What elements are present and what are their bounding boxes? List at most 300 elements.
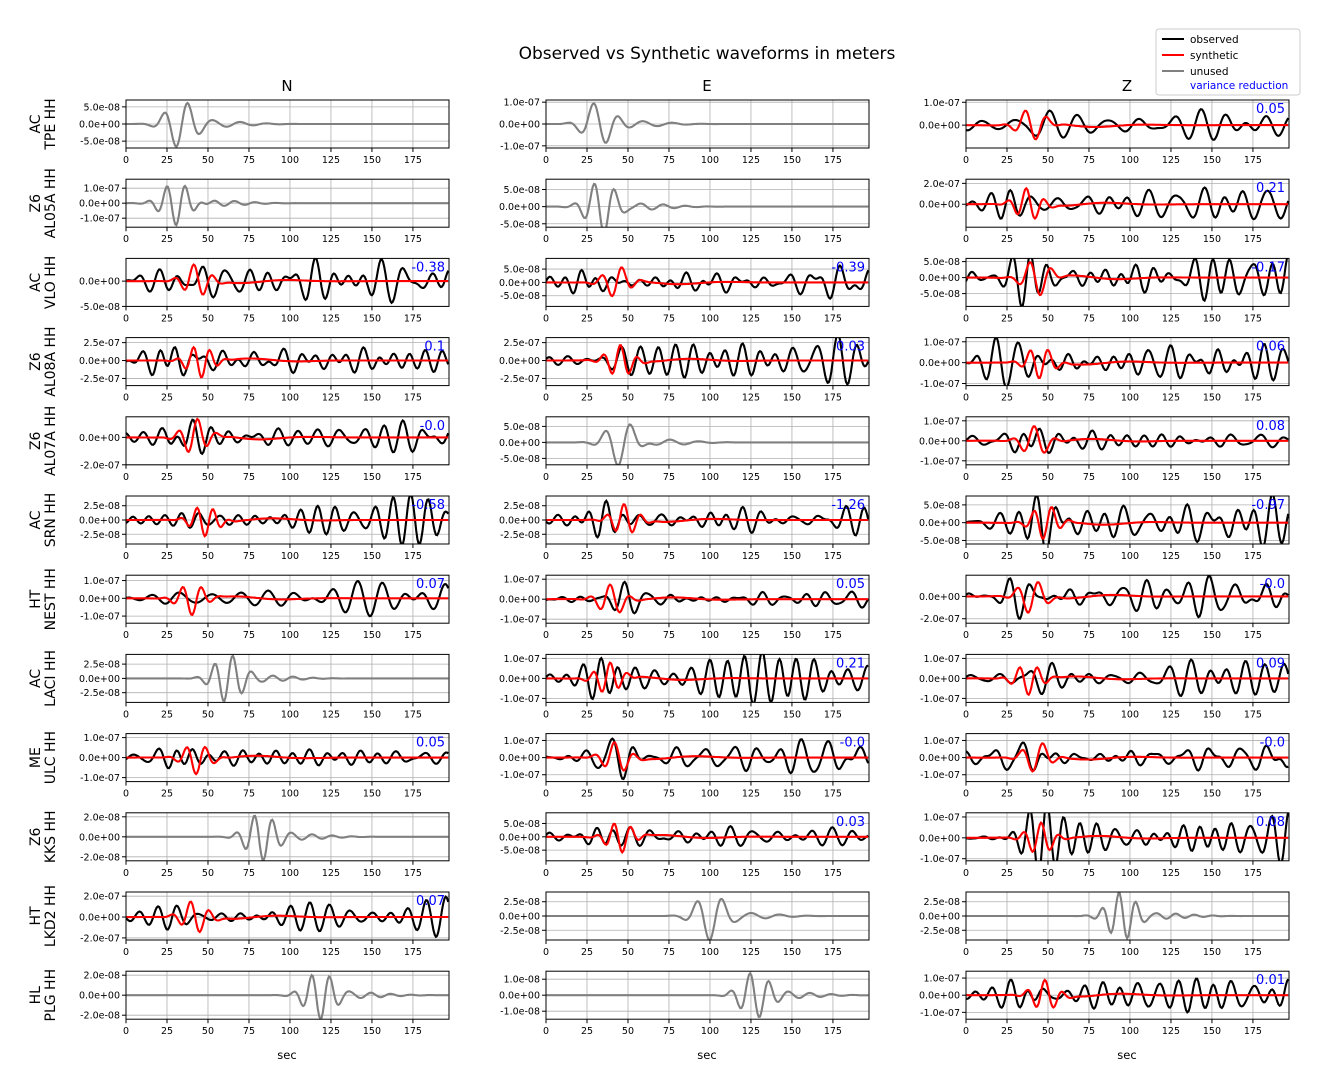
y-tick-label: 1.0e-07 [503, 97, 540, 109]
x-tick-label: 25 [1000, 1026, 1014, 1038]
x-tick-label: 125 [1161, 155, 1181, 166]
x-tick-label: 175 [823, 234, 842, 246]
x-tick-label: 0 [122, 551, 130, 562]
x-tick-label: 0 [542, 630, 550, 642]
y-tick-label: 0.0e+00 [78, 673, 120, 685]
panel-n [79, 575, 449, 641]
x-tick-label: 75 [1082, 234, 1096, 246]
station-row-tpe-hh [28, 98, 1289, 166]
x-tick-label: 100 [1120, 630, 1140, 642]
y-tick-label: 0.0e+00 [918, 199, 960, 211]
variance-reduction-value: 0.06 [1256, 339, 1285, 355]
traces [126, 186, 448, 225]
station-label [28, 256, 59, 309]
y-tick-label: -2.0e-08 [80, 852, 120, 864]
x-tick-label: 50 [1041, 947, 1055, 958]
x-tick-label: 150 [362, 234, 382, 246]
y-tick-label: 5.0e-08 [503, 184, 540, 196]
x-tick-label: 25 [1000, 155, 1014, 166]
x-tick-label: 0 [542, 709, 550, 721]
x-tick-label: 100 [700, 709, 720, 721]
y-tick-label: -2.5e-08 [80, 529, 120, 541]
y-tick-label: 0.0e+00 [78, 198, 120, 210]
panel-e [499, 258, 869, 324]
x-tick-label: 150 [1202, 788, 1222, 800]
x-tick-label: 0 [122, 392, 130, 404]
y-tick-label: 0.0e+00 [498, 356, 540, 368]
x-tick-label: 50 [621, 1026, 635, 1038]
x-tick-label: 25 [580, 788, 594, 800]
x-tick-label: 150 [782, 313, 802, 325]
y-tick-label: 0.0e+00 [918, 833, 960, 845]
station-code-label: AL08A HH [43, 326, 59, 397]
variance-reduction-value: 0.1 [424, 339, 445, 355]
y-tick-label: 0.0e+00 [498, 277, 540, 289]
x-tick-label: 0 [962, 234, 970, 246]
variance-reduction-value: 0.08 [1256, 418, 1285, 434]
x-tick-label: 150 [782, 551, 802, 562]
panel-e [499, 651, 869, 720]
x-tick-label: 50 [621, 788, 635, 800]
x-tick-label: 75 [662, 788, 676, 800]
y-tick-label: 0.0e+00 [918, 911, 960, 923]
x-tick-label: 25 [580, 867, 594, 879]
y-tick-label: -2.0e-08 [80, 1010, 120, 1022]
station-label [28, 885, 59, 947]
x-tick-label: 0 [962, 867, 970, 879]
x-tick-label: 75 [662, 234, 676, 246]
station-label [28, 168, 59, 238]
x-tick-label: 175 [823, 155, 842, 166]
unused-trace [126, 975, 448, 1019]
x-tick-label: 125 [1161, 234, 1181, 246]
panel-e [499, 417, 869, 483]
station-code-label: PLG HH [43, 968, 59, 1022]
x-tick-label: 50 [621, 313, 635, 325]
x-tick-label: 125 [741, 630, 761, 642]
x-tick-label: 150 [782, 155, 802, 166]
station-network-label: AC [28, 668, 44, 688]
x-tick-label: 100 [280, 392, 300, 404]
station-label [28, 969, 59, 1022]
x-tick-label: 25 [580, 1026, 594, 1038]
x-tick-label: 50 [201, 155, 215, 166]
y-tick-label: -1.0e-07 [920, 693, 960, 705]
x-tick-label: 125 [321, 630, 341, 642]
traces [546, 425, 868, 466]
station-network-label: Z6 [28, 352, 44, 371]
x-tick-label: 100 [700, 551, 720, 562]
x-tick-label: 100 [1120, 313, 1140, 325]
y-tick-label: 0.0e+00 [918, 753, 960, 765]
panel-n [79, 654, 449, 720]
x-tick-label: 75 [1082, 392, 1096, 404]
x-tick-label: 25 [580, 947, 594, 958]
y-tick-label: 0.0e+00 [498, 594, 540, 606]
y-tick-label: -5.0e-08 [920, 535, 960, 547]
variance-reduction-value: 0.08 [1256, 814, 1285, 830]
x-tick-label: 125 [741, 471, 761, 483]
x-tick-label: 75 [242, 1026, 256, 1038]
x-tick-label: 0 [122, 313, 130, 325]
y-tick-label: 1.0e-08 [503, 974, 540, 986]
y-tick-label: 0.0e+00 [78, 432, 120, 444]
x-tick-label: 75 [242, 788, 256, 800]
x-tick-label: 150 [782, 1026, 802, 1038]
x-tick-label: 100 [700, 788, 720, 800]
y-tick-label: -2.5e-07 [80, 373, 120, 385]
x-tick-label: 0 [962, 788, 970, 800]
y-tick-label: -1.0e-07 [500, 693, 540, 705]
x-tick-label: 50 [1041, 155, 1055, 166]
y-tick-label: 0.0e+00 [918, 591, 960, 603]
x-tick-label: 50 [201, 313, 215, 325]
traces [126, 975, 448, 1019]
x-tick-label: 100 [1120, 867, 1140, 879]
y-tick-label: 2.5e-08 [83, 501, 120, 513]
y-tick-label: 0.0e+00 [498, 673, 540, 685]
x-tick-label: 125 [321, 155, 341, 166]
variance-reduction-value: -0.0 [419, 418, 445, 434]
x-tick-label: 25 [1000, 709, 1014, 721]
variance-reduction-value: -0.39 [831, 260, 865, 276]
x-tick-label: 50 [621, 155, 635, 166]
x-tick-label: 150 [362, 630, 382, 642]
y-tick-label: 1.0e-07 [923, 97, 960, 109]
x-tick-label: 175 [403, 867, 422, 879]
x-tick-label: 50 [1041, 392, 1055, 404]
x-tick-label: 25 [580, 313, 594, 325]
x-tick-label: 75 [662, 392, 676, 404]
x-tick-label: 150 [1202, 709, 1222, 721]
x-tick-label: 75 [662, 1026, 676, 1038]
x-tick-label: 50 [201, 947, 215, 958]
traces [966, 109, 1288, 140]
x-tick-label: 75 [242, 234, 256, 246]
x-tick-label: 175 [1243, 234, 1262, 246]
x-tick-label: 175 [823, 630, 842, 642]
traces [126, 816, 448, 860]
x-tick-label: 175 [403, 947, 422, 958]
x-tick-label: 150 [362, 392, 382, 404]
y-tick-label: 1.0e-07 [923, 653, 960, 665]
x-tick-label: 25 [160, 630, 174, 642]
x-tick-label: 125 [741, 234, 761, 246]
station-code-label: TPE HH [43, 98, 59, 150]
x-tick-label: 25 [1000, 471, 1014, 483]
station-code-label: SRN HH [43, 492, 59, 548]
y-tick-label: -5.0e-08 [80, 301, 120, 313]
x-tick-label: 150 [1202, 947, 1222, 958]
x-tick-label: 125 [1161, 313, 1181, 325]
x-tick-label: 25 [1000, 788, 1014, 800]
x-tick-label: 50 [621, 947, 635, 958]
x-tick-label: 150 [1202, 392, 1222, 404]
x-tick-label: 50 [621, 867, 635, 879]
x-tick-label: 25 [1000, 551, 1014, 562]
y-tick-label: -5.0e-08 [500, 291, 540, 303]
x-tick-label: 100 [1120, 234, 1140, 246]
traces [126, 656, 448, 701]
variance-reduction-value: 0.05 [836, 577, 865, 593]
x-tick-label: 25 [1000, 867, 1014, 879]
variance-reduction-value: 0.05 [1256, 102, 1285, 117]
x-tick-label: 175 [823, 392, 842, 404]
x-tick-label: 100 [1120, 947, 1140, 958]
traces [126, 103, 448, 147]
panel-z [919, 734, 1289, 800]
x-tick-label: 100 [1120, 471, 1140, 483]
station-code-label: NEST HH [43, 568, 59, 631]
x-tick-label: 50 [621, 551, 635, 562]
legend-label-synthetic: synthetic [1190, 50, 1239, 62]
legend-label-unused: unused [1190, 66, 1229, 78]
x-tick-label: 0 [962, 1026, 970, 1038]
x-tick-label: 75 [242, 392, 256, 404]
station-code-label: LKD2 HH [43, 884, 59, 948]
y-tick-label: 0.0e+00 [918, 518, 960, 530]
x-tick-label: 25 [580, 551, 594, 562]
traces [126, 258, 448, 303]
panel-n [79, 494, 449, 562]
y-tick-label: -1.0e-07 [920, 1007, 960, 1019]
column-title-e: E [702, 77, 712, 95]
x-tick-label: 75 [1082, 1026, 1096, 1038]
x-tick-label: 100 [280, 709, 300, 721]
x-tick-label: 125 [321, 788, 341, 800]
x-tick-label: 0 [122, 788, 130, 800]
x-tick-label: 125 [321, 234, 341, 246]
x-tick-label: 100 [1120, 551, 1140, 562]
x-tick-label: 50 [201, 551, 215, 562]
x-tick-label: 25 [160, 709, 174, 721]
x-tick-label: 125 [321, 313, 341, 325]
x-tick-label: 50 [1041, 234, 1055, 246]
x-tick-label: 75 [662, 313, 676, 325]
y-tick-label: -2.5e-08 [500, 529, 540, 541]
station-row-kks-hh [28, 802, 1289, 879]
x-tick-label: 150 [1202, 471, 1222, 483]
x-tick-label: 25 [1000, 234, 1014, 246]
y-tick-label: 0.0e+00 [498, 990, 540, 1002]
panel-e [499, 892, 869, 958]
x-tick-label: 0 [122, 471, 130, 483]
x-tick-label: 125 [1161, 788, 1181, 800]
x-tick-label: 75 [1082, 709, 1096, 721]
x-tick-label: 125 [1161, 471, 1181, 483]
station-code-label: KKS HH [43, 810, 59, 864]
x-tick-label: 75 [242, 947, 256, 958]
x-tick-label: 75 [1082, 551, 1096, 562]
x-tick-label: 100 [280, 471, 300, 483]
panel-e [499, 98, 869, 166]
x-tick-label: 125 [741, 1026, 761, 1038]
x-axis-label-z: sec [1117, 1048, 1137, 1062]
station-label [28, 650, 59, 707]
x-tick-label: 100 [1120, 1026, 1140, 1038]
x-tick-label: 150 [362, 867, 382, 879]
x-tick-label: 50 [621, 630, 635, 642]
x-tick-label: 100 [1120, 709, 1140, 721]
x-tick-label: 50 [201, 234, 215, 246]
x-tick-label: 175 [823, 1026, 842, 1038]
y-tick-label: 5.0e-08 [923, 500, 960, 512]
station-network-label: HT [28, 906, 44, 926]
station-label [28, 406, 59, 476]
traces [126, 747, 448, 774]
y-tick-label: -2.0e-07 [80, 460, 120, 472]
x-tick-label: 150 [1202, 630, 1222, 642]
y-tick-label: 2.5e-08 [503, 897, 540, 909]
panel-frame [966, 100, 1289, 148]
x-tick-label: 100 [280, 867, 300, 879]
y-tick-label: -1.0e-07 [920, 770, 960, 782]
x-tick-label: 100 [280, 313, 300, 325]
variance-reduction-value: 0.01 [1256, 973, 1285, 989]
x-tick-label: 25 [1000, 313, 1014, 325]
y-tick-label: 0.0e+00 [78, 832, 120, 844]
x-tick-label: 0 [122, 155, 130, 166]
variance-reduction-value: 0.03 [836, 339, 865, 355]
x-tick-label: 75 [662, 551, 676, 562]
x-tick-label: 125 [1161, 630, 1181, 642]
y-tick-label: 2.0e-08 [83, 812, 120, 824]
station-label [28, 98, 59, 150]
x-tick-label: 75 [242, 313, 256, 325]
x-tick-label: 0 [962, 392, 970, 404]
y-tick-label: -2.5e-08 [500, 925, 540, 937]
x-tick-label: 150 [1202, 1026, 1222, 1038]
x-tick-label: 125 [321, 471, 341, 483]
y-tick-label: 0.0e+00 [498, 832, 540, 844]
x-tick-label: 0 [122, 867, 130, 879]
x-tick-label: 0 [542, 234, 550, 246]
variance-reduction-value: 0.21 [1256, 181, 1285, 197]
x-tick-label: 125 [741, 788, 761, 800]
x-tick-label: 125 [741, 709, 761, 721]
x-tick-label: 75 [662, 709, 676, 721]
panel-z [919, 802, 1289, 879]
traces [126, 494, 448, 545]
y-tick-label: 0.0e+00 [918, 358, 960, 370]
x-tick-label: 25 [160, 392, 174, 404]
variance-reduction-value: 0.05 [416, 735, 445, 751]
y-tick-label: 1.0e-07 [503, 574, 540, 586]
station-row-laci-hh [28, 650, 1289, 720]
y-tick-label: 5.0e-08 [923, 257, 960, 269]
y-tick-label: 1.0e-07 [83, 576, 120, 588]
x-tick-label: 175 [823, 709, 842, 721]
x-tick-label: 50 [621, 471, 635, 483]
x-tick-label: 0 [122, 709, 130, 721]
unused-trace [126, 816, 448, 860]
x-tick-label: 100 [700, 1026, 720, 1038]
x-tick-label: 100 [700, 313, 720, 325]
x-tick-label: 25 [580, 709, 594, 721]
station-network-label: Z6 [28, 827, 44, 847]
x-tick-label: 50 [1041, 313, 1055, 325]
panel-z [919, 892, 1289, 958]
y-tick-label: 0.0e+00 [78, 119, 120, 131]
station-network-label: AC [28, 510, 44, 530]
panel-z [919, 654, 1289, 721]
x-tick-label: 0 [542, 1026, 550, 1038]
x-tick-label: 50 [621, 234, 635, 246]
y-tick-label: 0.0e+00 [498, 515, 540, 527]
y-tick-label: 0.0e+00 [498, 202, 540, 214]
y-tick-label: -2.5e-08 [920, 925, 960, 937]
y-tick-label: 1.0e-07 [923, 973, 960, 985]
y-tick-label: -2.5e-08 [80, 688, 120, 700]
panel-n [79, 338, 449, 404]
traces [546, 103, 868, 142]
y-tick-label: -1.0e-07 [500, 770, 540, 782]
station-code-label: AL05A HH [43, 168, 59, 239]
x-tick-label: 175 [823, 788, 842, 800]
x-tick-label: 125 [741, 392, 761, 404]
x-tick-label: 100 [700, 155, 720, 166]
y-tick-label: 0.0e+00 [918, 273, 960, 285]
variance-reduction-value: -0.0 [839, 735, 865, 751]
x-tick-label: 125 [1161, 867, 1181, 879]
x-tick-label: 75 [1082, 313, 1096, 325]
y-tick-label: -1.0e-07 [920, 379, 960, 391]
panel-n [79, 812, 449, 879]
variance-reduction-value: -0.0 [1259, 577, 1285, 593]
y-tick-label: 0.0e+00 [918, 120, 960, 132]
x-tick-label: 150 [1202, 234, 1222, 246]
synthetic-trace [546, 585, 868, 613]
y-tick-label: 0.0e+00 [918, 436, 960, 448]
x-tick-label: 100 [700, 947, 720, 958]
panel-n [79, 971, 449, 1037]
y-tick-label: -2.0e-07 [80, 933, 120, 945]
traces [966, 743, 1288, 772]
x-tick-label: 100 [1120, 392, 1140, 404]
panel-e [499, 734, 869, 800]
variance-reduction-value: -0.38 [411, 260, 445, 276]
panel-grid [28, 98, 1289, 1038]
x-tick-label: 175 [403, 313, 422, 325]
x-tick-label: 175 [1243, 1026, 1262, 1038]
station-row-srn-hh [28, 493, 1289, 562]
y-tick-label: 5.0e-08 [503, 818, 540, 830]
x-tick-label: 0 [122, 947, 130, 958]
x-tick-label: 150 [362, 788, 382, 800]
x-tick-label: 100 [280, 551, 300, 562]
y-tick-label: 2.5e-07 [83, 338, 120, 350]
x-tick-label: 25 [580, 392, 594, 404]
y-tick-label: 0.0e+00 [498, 753, 540, 765]
legend-label-observed: observed [1190, 34, 1239, 46]
y-tick-label: -2.0e-07 [920, 614, 960, 626]
station-network-label: HL [28, 986, 44, 1005]
station-row-ulc-hh [28, 731, 1289, 800]
x-tick-label: 25 [1000, 392, 1014, 404]
x-tick-label: 0 [542, 551, 550, 562]
station-row-nest-hh [28, 568, 1289, 641]
x-tick-label: 150 [782, 392, 802, 404]
variance-reduction-value: 0.03 [836, 814, 865, 830]
x-tick-label: 75 [1082, 471, 1096, 483]
y-tick-label: -1.0e-07 [920, 456, 960, 468]
variance-reduction-value: -1.26 [831, 498, 865, 513]
panel-n [79, 417, 449, 483]
station-label [28, 810, 59, 863]
y-tick-label: -1.0e-07 [500, 141, 540, 153]
panel-e [499, 179, 869, 245]
x-tick-label: 175 [1243, 392, 1262, 404]
